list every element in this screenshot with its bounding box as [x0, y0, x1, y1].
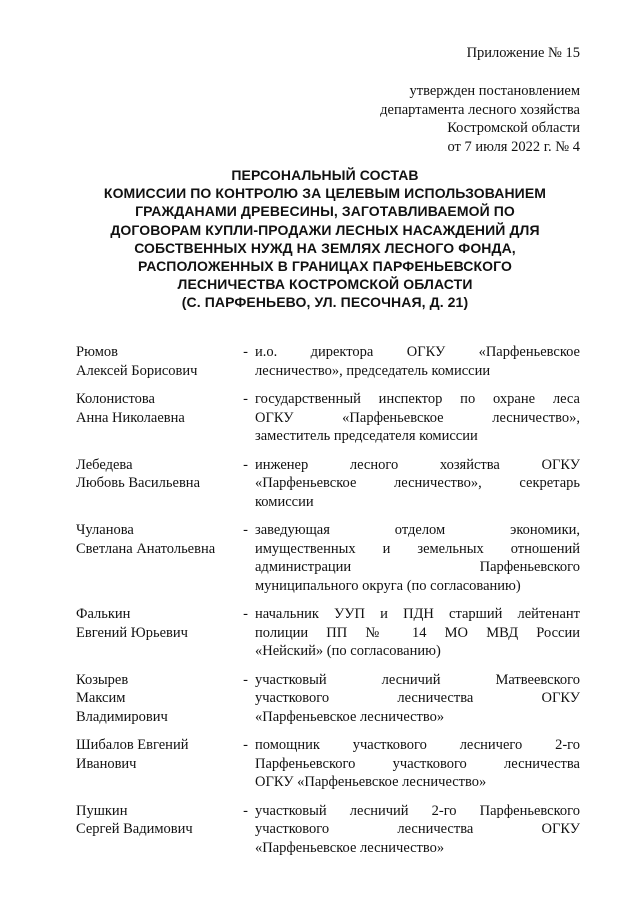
title-line: СОБСТВЕННЫХ НУЖД НА ЗЕМЛЯХ ЛЕСНОГО ФОНДА,	[134, 239, 516, 256]
member-name	[76, 456, 236, 493]
member-role-line: «Парфеньевское лесничество», секретарь	[255, 475, 580, 491]
appendix-number: Приложение № 15	[466, 45, 580, 61]
member-name-line: Чуланова	[76, 522, 134, 538]
member-role-line: полиции ПП № 14 МО МВД России	[255, 624, 580, 641]
member-role-line: государственный инспектор по охране леса	[255, 391, 580, 407]
member-role	[255, 802, 580, 858]
member-role-line: муниципального округа (по согласованию)	[255, 577, 521, 594]
member-role	[255, 343, 580, 380]
title-line: (С. ПАРФЕНЬЕВО, УЛ. ПЕСОЧНАЯ, Д. 21)	[181, 294, 469, 311]
member-role-line: ОГКУ «Парфеньевское лесничество»	[255, 774, 487, 790]
member-dash: -	[243, 802, 248, 819]
member-role-line: участкового лесничества ОГКУ	[255, 690, 580, 706]
member-name	[76, 521, 236, 558]
member-role-line: участковый лесничий Матвеевского	[255, 671, 580, 688]
member-row	[76, 802, 580, 858]
member-role-line: «Парфеньевское лесничество»	[255, 839, 445, 856]
member-role-line: «Нейский» (по согласованию)	[255, 643, 441, 659]
member-name-line: Козырев	[76, 671, 129, 688]
approval-block	[380, 82, 580, 156]
document-title	[70, 166, 580, 312]
member-dash: -	[243, 671, 248, 688]
members-list	[76, 343, 580, 857]
title-line: КОМИССИИ ПО КОНТРОЛЮ ЗА ЦЕЛЕВЫМ ИСПОЛЬЗОВАНИЕМ	[103, 185, 547, 202]
member-row	[76, 521, 580, 595]
approval-line: Костромской области	[447, 120, 580, 136]
member-name	[76, 671, 236, 727]
title-line: ДОГОВОРАМ КУПЛИ-ПРОДАЖИ ЛЕСНЫХ НАСАЖДЕНИЙ ДЛЯ	[110, 221, 540, 238]
member-name-line: Евгений Юрьевич	[76, 624, 188, 641]
member-role-line: участковый лесничий 2-го Парфеньевского	[255, 802, 580, 819]
member-role	[255, 390, 580, 446]
member-role-line: и.о. директора ОГКУ «Парфеньевское	[255, 344, 580, 360]
member-dash: -	[243, 606, 248, 622]
member-row	[76, 736, 580, 792]
member-name	[76, 736, 236, 773]
member-dash: -	[243, 456, 248, 473]
member-name-line: Колонистова	[76, 391, 155, 407]
approval-line: от 7 июля 2022 г. № 4	[447, 138, 580, 155]
approval-line: департамента лесного хозяйства	[380, 101, 580, 118]
member-name	[76, 605, 236, 642]
member-name-line: Любовь Васильевна	[76, 475, 201, 491]
member-name-line: Фалькин	[76, 606, 131, 622]
member-role	[255, 605, 580, 661]
member-role-line: заместитель председателя комиссии	[255, 428, 478, 444]
member-name-line: Пушкин	[76, 802, 128, 819]
member-row	[76, 390, 580, 446]
member-name	[76, 343, 236, 380]
member-row	[76, 671, 580, 727]
member-role-line: «Парфеньевское лесничество»	[255, 708, 445, 725]
member-role-line: заведующая отделом экономики,	[255, 522, 580, 538]
member-name-line: Максим	[76, 690, 126, 706]
member-name-line: Сергей Вадимович	[76, 821, 193, 837]
member-name	[76, 390, 236, 427]
member-role-line: участкового лесничества ОГКУ	[255, 821, 580, 837]
member-role-line: Парфеньевского участкового лесничества	[255, 755, 580, 772]
member-name-line: Алексей Борисович	[76, 362, 198, 379]
member-name-line: Лебедева	[76, 456, 133, 473]
member-dash: -	[243, 344, 248, 360]
member-row	[76, 605, 580, 661]
title-line: РАСПОЛОЖЕННЫХ В ГРАНИЦАХ ПАРФЕНЬЕВСКОГО	[138, 258, 512, 275]
member-name-line: Светлана Анатольевна	[76, 540, 216, 557]
member-row	[76, 456, 580, 512]
member-role	[255, 736, 580, 792]
title-line: ГРАЖДАНАМИ ДРЕВЕСИНЫ, ЗАГОТАВЛИВАЕМОЙ ПО	[135, 203, 515, 220]
member-role-line: комиссии	[255, 493, 314, 510]
member-role	[255, 671, 580, 727]
member-role	[255, 521, 580, 595]
member-role-line: имущественных и земельных отношений	[255, 540, 580, 557]
member-name-line: Шибалов Евгений	[76, 737, 189, 753]
member-name-line: Владимирович	[76, 708, 168, 725]
member-role-line: ОГКУ «Парфеньевское лесничество»,	[255, 409, 580, 426]
member-name	[76, 802, 236, 839]
title-line: ЛЕСНИЧЕСТВА КОСТРОМСКОЙ ОБЛАСТИ	[177, 276, 473, 293]
member-dash: -	[243, 391, 248, 407]
member-role-line: начальник УУП и ПДН старший лейтенант	[255, 606, 580, 622]
member-row	[76, 343, 580, 380]
member-name-line: Рюмов	[76, 344, 118, 360]
approval-line: утвержден постановлением	[409, 83, 580, 99]
member-role-line: лесничество», председатель комиссии	[255, 362, 491, 379]
member-dash: -	[243, 522, 248, 538]
title-line: ПЕРСОНАЛЬНЫЙ СОСТАВ	[231, 167, 419, 183]
member-name-line: Иванович	[76, 755, 137, 772]
member-dash: -	[243, 737, 248, 753]
member-role	[255, 456, 580, 512]
member-role-line: помощник участкового лесничего 2-го	[255, 737, 580, 753]
member-name-line: Анна Николаевна	[76, 409, 185, 426]
member-role-line: администрации Парфеньевского	[255, 559, 580, 575]
member-role-line: инженер лесного хозяйства ОГКУ	[255, 456, 580, 473]
